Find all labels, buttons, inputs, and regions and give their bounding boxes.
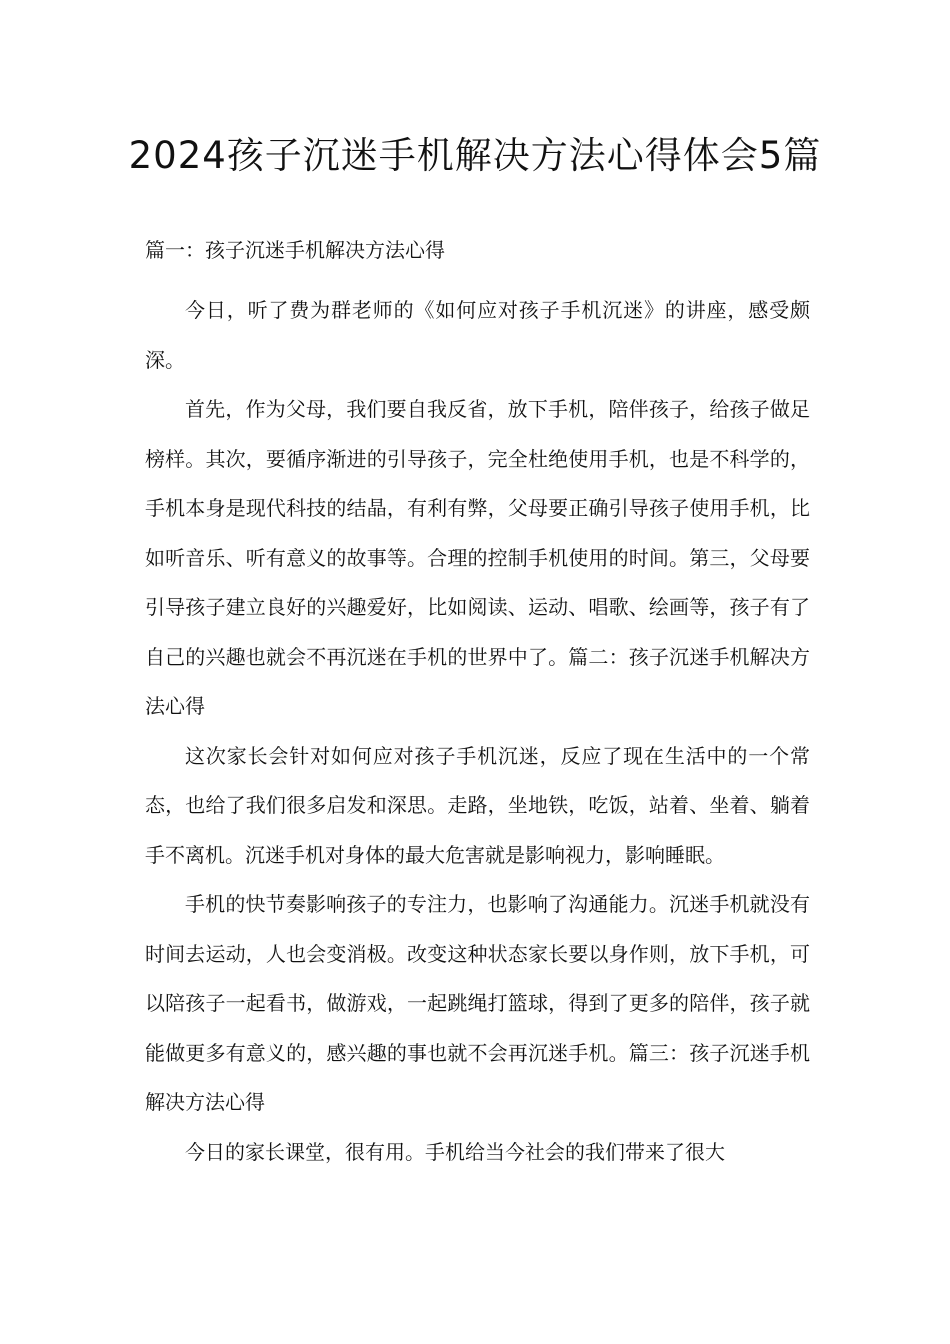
paragraph: 今日，听了费为群老师的《如何应对孩子手机沉迷》的讲座，感受颇深。: [145, 298, 810, 372]
paragraph: 今日的家长课堂，很有用。手机给当今社会的我们带来了很大: [185, 1139, 725, 1164]
document-body: [145, 286, 810, 1177]
document-title: 2024孩子沉迷手机解决方法心得体会5篇: [128, 134, 822, 177]
paragraph: 首先，作为父母，我们要自我反省，放下手机，陪伴孩子，给孩子做足榜样。其次，要循序渐进的引导孩子，完全杜绝使用手机，也是不科学的，手机本身是现代科技的结晶，有利有弊，父母要正确引导孩子使用手机，比如听音乐、听有意义的故事等。合理的控制手机使用的时间。第三，父母要引导孩子建立良好的兴趣爱好，比如阅读、运动、唱歌、绘画等，孩子有了自己的兴趣也就会不再沉迷在手机的世界中了。篇二：孩子沉迷手机解决方法心得: [145, 397, 810, 718]
paragraph: 这次家长会针对如何应对孩子手机沉迷，反应了现在生活中的一个常态，也给了我们很多启发和深思。走路，坐地铁，吃饭，站着、坐着、躺着手不离机。沉迷手机对身体的最大危害就是影响视力，影响睡眠。: [145, 743, 810, 867]
section-heading: 篇一：孩子沉迷手机解决方法心得: [145, 238, 445, 262]
paragraph: 手机的快节奏影响孩子的专注力，也影响了沟通能力。沉迷手机就没有时间去运动，人也会变消极。改变这种状态家长要以身作则，放下手机，可以陪孩子一起看书，做游戏，一起跳绳打篮球，得到了更多的陪伴，孩子就能做更多有意义的，感兴趣的事也就不会再沉迷手机。篇三：孩子沉迷手机解决方法心得: [145, 892, 810, 1114]
